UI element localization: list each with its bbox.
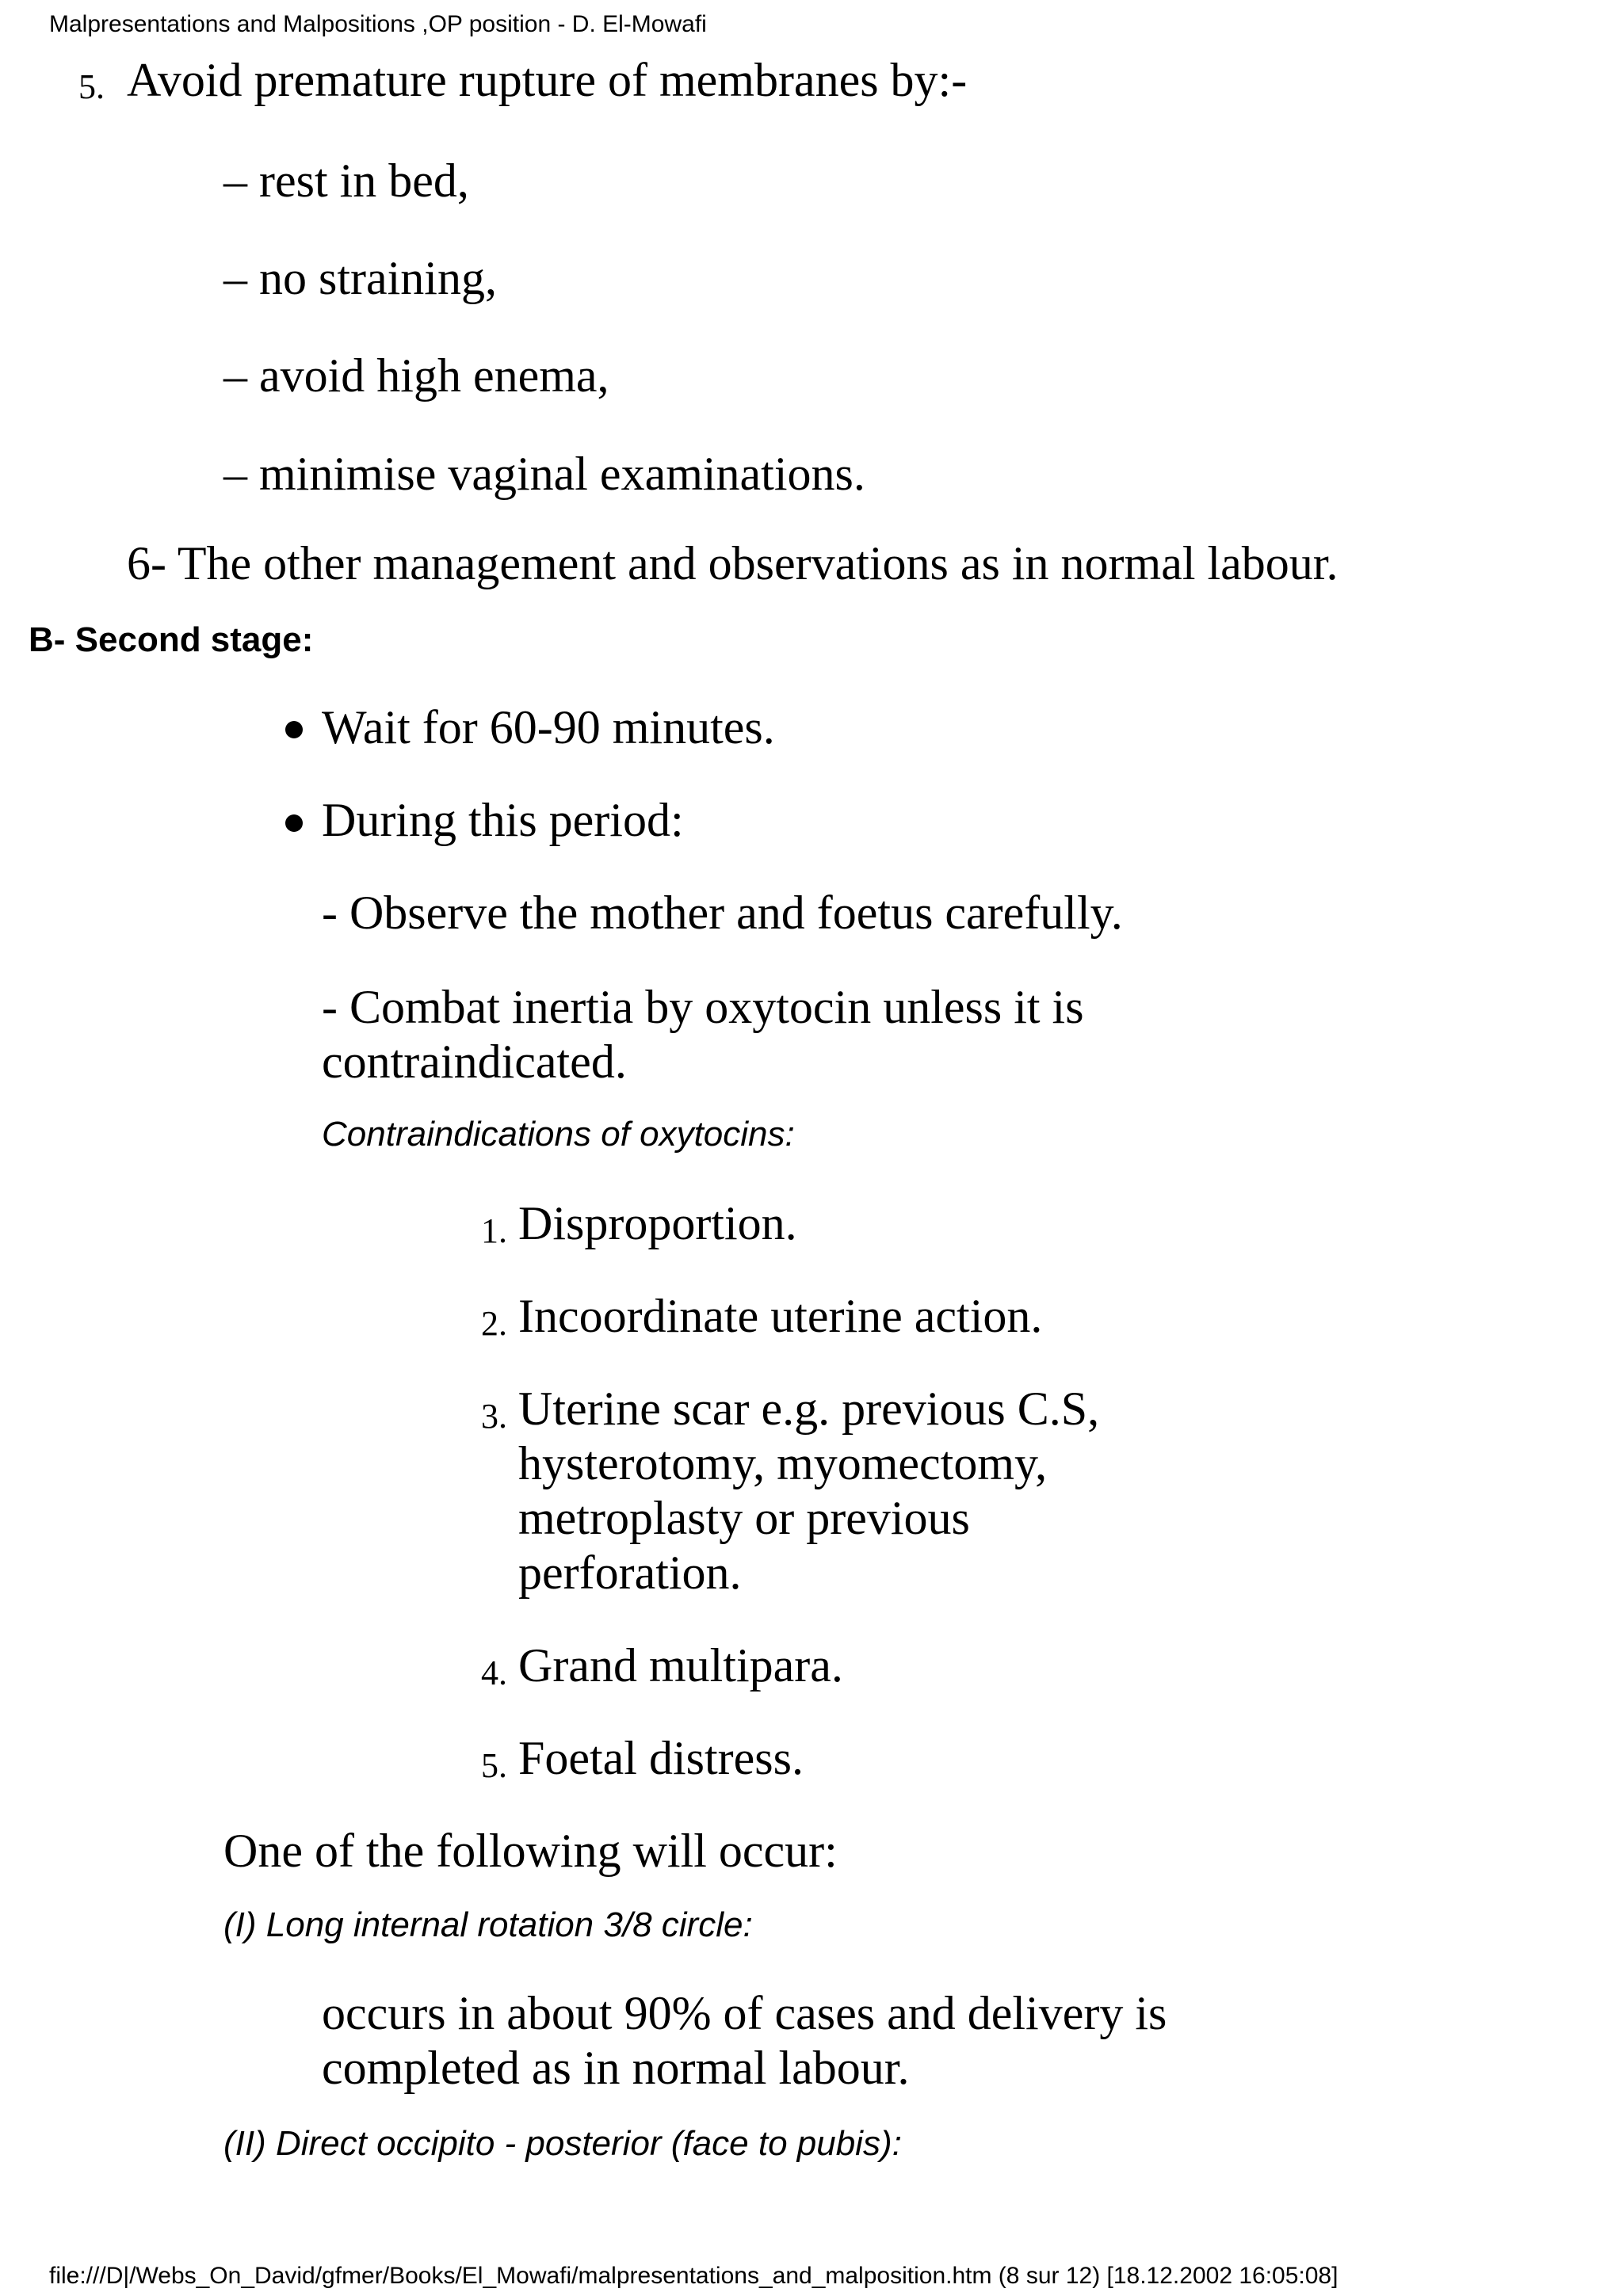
list-number: 2. (481, 1304, 507, 1343)
list-number: 5. (78, 67, 105, 106)
note-text: - Combat inertia by oxytocin unless it is (322, 981, 1084, 1033)
list-number: 3. (481, 1397, 507, 1436)
sub-item: – no straining, (223, 252, 497, 304)
outcome-text: completed as in normal labour. (322, 2042, 910, 2094)
outcome-text: occurs in about 90% of cases and delivery is (322, 1987, 1167, 2039)
list-item-text: 6- The other management and observations as in normal labour. (127, 537, 1338, 589)
list-item-text: hysterotomy, myomectomy, (518, 1437, 1048, 1489)
subsection-heading: Contraindications of oxytocins: (322, 1115, 795, 1154)
outcome-intro: One of the following will occur: (223, 1825, 838, 1877)
subsection-heading: (I) Long internal rotation 3/8 circle: (223, 1905, 753, 1944)
subsection-heading: (II) Direct occipito - posterior (face to pubis): (223, 2124, 902, 2163)
sub-item: – minimise vaginal examinations. (223, 448, 865, 500)
page-header-title: Malpresentations and Malpositions ,OP position - D. El-Mowafi (49, 11, 707, 37)
note-text: contraindicated. (322, 1035, 627, 1088)
list-number: 5. (481, 1746, 507, 1785)
sub-item: – avoid high enema, (223, 349, 609, 402)
list-item-text: metroplasty or previous (518, 1492, 970, 1544)
list-item-text: Grand multipara. (518, 1639, 843, 1691)
list-item-text: perforation. (518, 1547, 742, 1599)
bullet-text: During this period: (322, 794, 684, 846)
list-item-text: Incoordinate uterine action. (518, 1290, 1043, 1342)
section-heading: B- Second stage: (29, 620, 314, 659)
list-item-text: Foetal distress. (518, 1732, 804, 1784)
list-item-text: Avoid premature rupture of membranes by:- (127, 54, 968, 106)
note-text: - Observe the mother and foetus carefully. (322, 887, 1123, 939)
list-number: 1. (481, 1211, 507, 1250)
list-item-text: Uterine scar e.g. previous C.S, (518, 1383, 1100, 1435)
page-footer-url: file:///D|/Webs_On_David/gfmer/Books/El_Mowafi/malpresentations_and_malposition.htm (8 sur 12) [18.12.2002 16:05:08] (49, 2263, 1338, 2289)
bullet-icon (285, 814, 303, 832)
bullet-text: Wait for 60-90 minutes. (322, 701, 775, 753)
bullet-icon (285, 721, 303, 738)
sub-item: – rest in bed, (223, 154, 469, 207)
list-item-text: Disproportion. (518, 1197, 797, 1249)
list-number: 4. (481, 1653, 507, 1692)
